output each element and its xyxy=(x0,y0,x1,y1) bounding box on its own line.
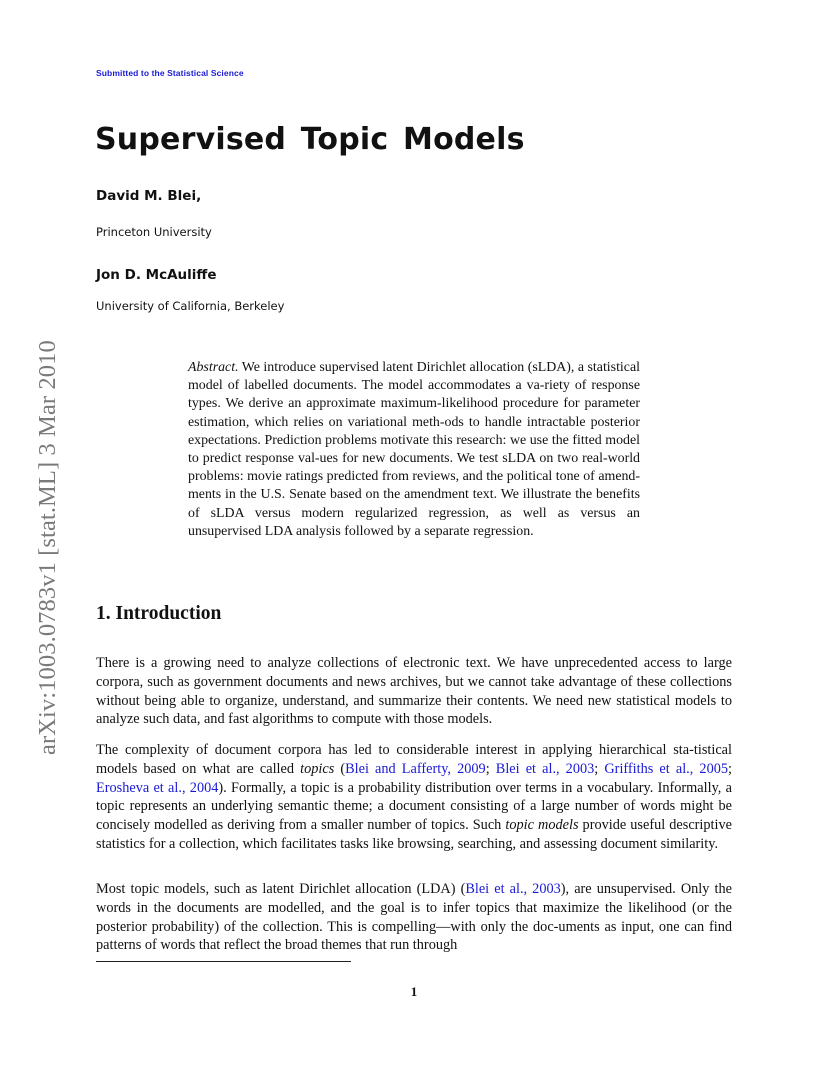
text-run: The complexity of document corpora has led to considerable interest in applying hierarchical sta-tistical models based on what are called xyxy=(96,742,732,777)
author-name: Jon D. McAuliffe xyxy=(96,267,217,283)
author-name: David M. Blei, xyxy=(96,188,202,204)
text-run: ; xyxy=(485,760,496,777)
submitted-note: Submitted to the Statistical Science xyxy=(96,68,244,78)
abstract-text: We introduce supervised latent Dirichlet allocation (sLDA), a statistical model of labelled documents. The model accommodates a va-riety of response types. We derive an approximate maximum-likelihood procedure for parameter estimation, which relies on variational meth-ods to handle intractable posterior expectations. Prediction problems motivate this research: we use the fitted model to predict response val-ues for new documents. We test sLDA on two real-world problems: movie ratings predicted from reviews, and the political tone of amend-ments in the U.S. Senate based on the amendment text. We illustrate the benefits of sLDA versus modern regularized regression, as well as versus an unsupervised LDA analysis followed by a separate regression. xyxy=(188,360,640,539)
paragraph-2 xyxy=(96,741,732,854)
footnote-rule xyxy=(96,961,351,962)
emphasis: topics xyxy=(300,760,335,777)
paragraph-3 xyxy=(96,880,732,955)
citation-link[interactable]: Blei et al., 2003 xyxy=(495,760,595,777)
abstract-label: Abstract. xyxy=(188,360,239,375)
arxiv-stamp: arXiv:1003.0783v1 [stat.ML] 3 Mar 2010 xyxy=(34,340,61,755)
paragraph-1: There is a growing need to analyze collections of electronic text. We have unprecedented access to large corpora, such as government documents and news archives, but we cannot take advantage of these collections without being able to organize, understand, and summarize their contents. We need new statistical models to analyze such data, and fast algorithms to compute with those models. xyxy=(96,655,732,728)
paper-title: Supervised Topic Models xyxy=(95,122,525,157)
text-run: ( xyxy=(334,760,346,777)
citation-link[interactable]: Blei et al., 2003 xyxy=(465,881,561,897)
section-heading: 1. Introduction xyxy=(96,603,222,624)
abstract xyxy=(188,359,640,541)
page-number: 1 xyxy=(410,984,418,999)
text-run: provide useful descriptive statistics for a collection, which facilitates tasks like browsing, searching, and assessing document similarity. xyxy=(96,817,732,852)
citation-link[interactable]: Erosheva et al., 2004 xyxy=(96,779,219,796)
citation-link[interactable]: Griffiths et al., 2005 xyxy=(604,760,729,777)
author-affiliation: Princeton University xyxy=(96,225,212,239)
text-run: ; xyxy=(728,760,732,777)
text-run: ), are unsupervised. Only the words in the documents are modelled, and the goal is to infer topics that maximize the likelihood (or the posterior probability) of the collection. This is compelling—with only the doc-uments as input, one can find patterns of words that reflect the broad themes that run through xyxy=(96,881,732,954)
text-run: ; xyxy=(594,760,605,777)
citation-link[interactable]: Blei and Lafferty, 2009 xyxy=(345,760,486,777)
text-run: ). Formally, a topic is a probability distribution over terms in a vocabulary. Informally, a topic represents an underlying semantic theme; a document consisting of a large number of words might be concisely modelled as deriving from a smaller number of topics. Such xyxy=(96,779,732,834)
text-run: Most topic models, such as latent Dirichlet allocation (LDA) ( xyxy=(96,881,466,897)
emphasis: topic models xyxy=(505,817,579,834)
author-affiliation: University of California, Berkeley xyxy=(96,299,285,313)
